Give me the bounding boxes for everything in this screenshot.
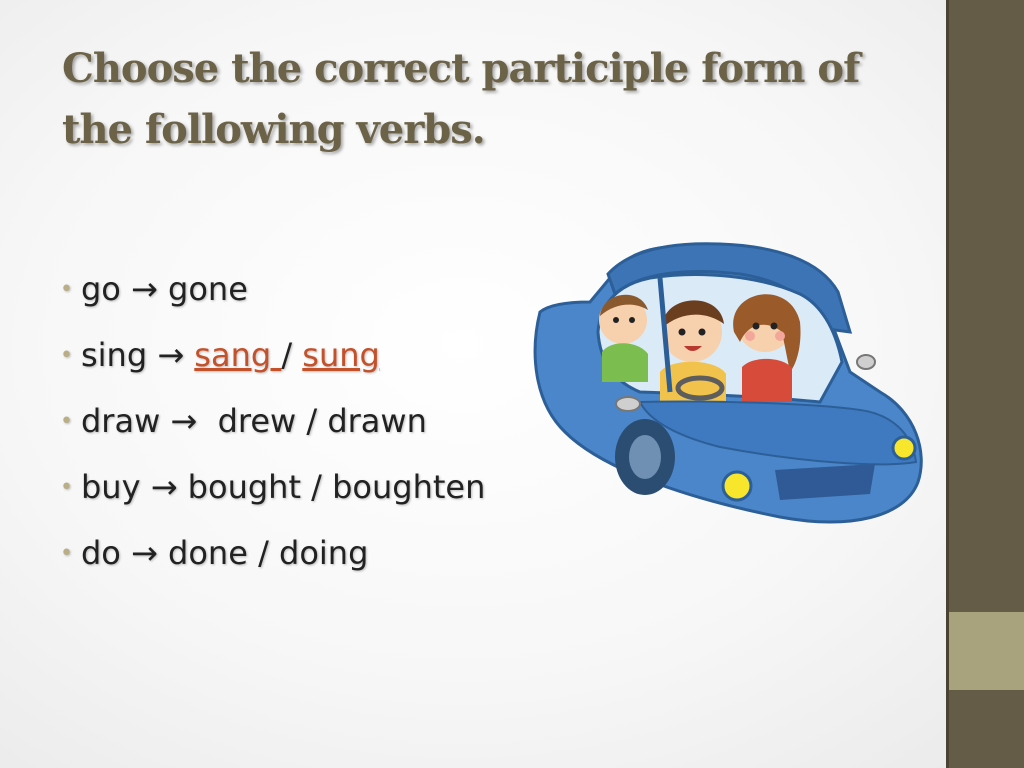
bullet-icon: • <box>60 277 73 302</box>
answer-option-link[interactable]: sung <box>302 336 380 374</box>
answer-option-link[interactable]: sang <box>194 336 282 374</box>
list-item <box>60 520 485 586</box>
answer: bought / boughten <box>187 468 486 506</box>
arrow-icon: → <box>131 270 158 308</box>
verb: do <box>80 534 121 572</box>
bullet-icon: • <box>60 343 73 368</box>
arrow-icon: → <box>157 336 185 374</box>
verb-list <box>60 256 485 586</box>
family-car-icon <box>520 232 930 532</box>
arrow-icon: → <box>170 402 198 440</box>
verb: go <box>80 270 121 308</box>
arrow-icon: → <box>131 534 158 572</box>
list-item <box>60 256 485 322</box>
verb: buy <box>80 468 141 506</box>
verb: draw <box>80 402 161 440</box>
list-item <box>60 454 485 520</box>
answer: gone <box>168 270 248 308</box>
sidebar-accent-strip <box>946 612 1024 690</box>
answer: drew / drawn <box>217 402 427 440</box>
list-item <box>60 322 485 388</box>
answer: done / doing <box>168 534 369 572</box>
bullet-icon: • <box>60 541 73 566</box>
verb: sing <box>80 336 148 374</box>
arrow-icon: → <box>150 468 178 506</box>
list-item <box>60 388 485 454</box>
separator: / <box>281 336 293 374</box>
bullet-icon: • <box>60 409 73 434</box>
slide-title: Choose the correct participle form of the following verbs. <box>62 45 860 153</box>
sidebar-divider <box>946 0 949 768</box>
bullet-icon: • <box>60 475 73 500</box>
sidebar-decoration <box>946 0 1024 768</box>
